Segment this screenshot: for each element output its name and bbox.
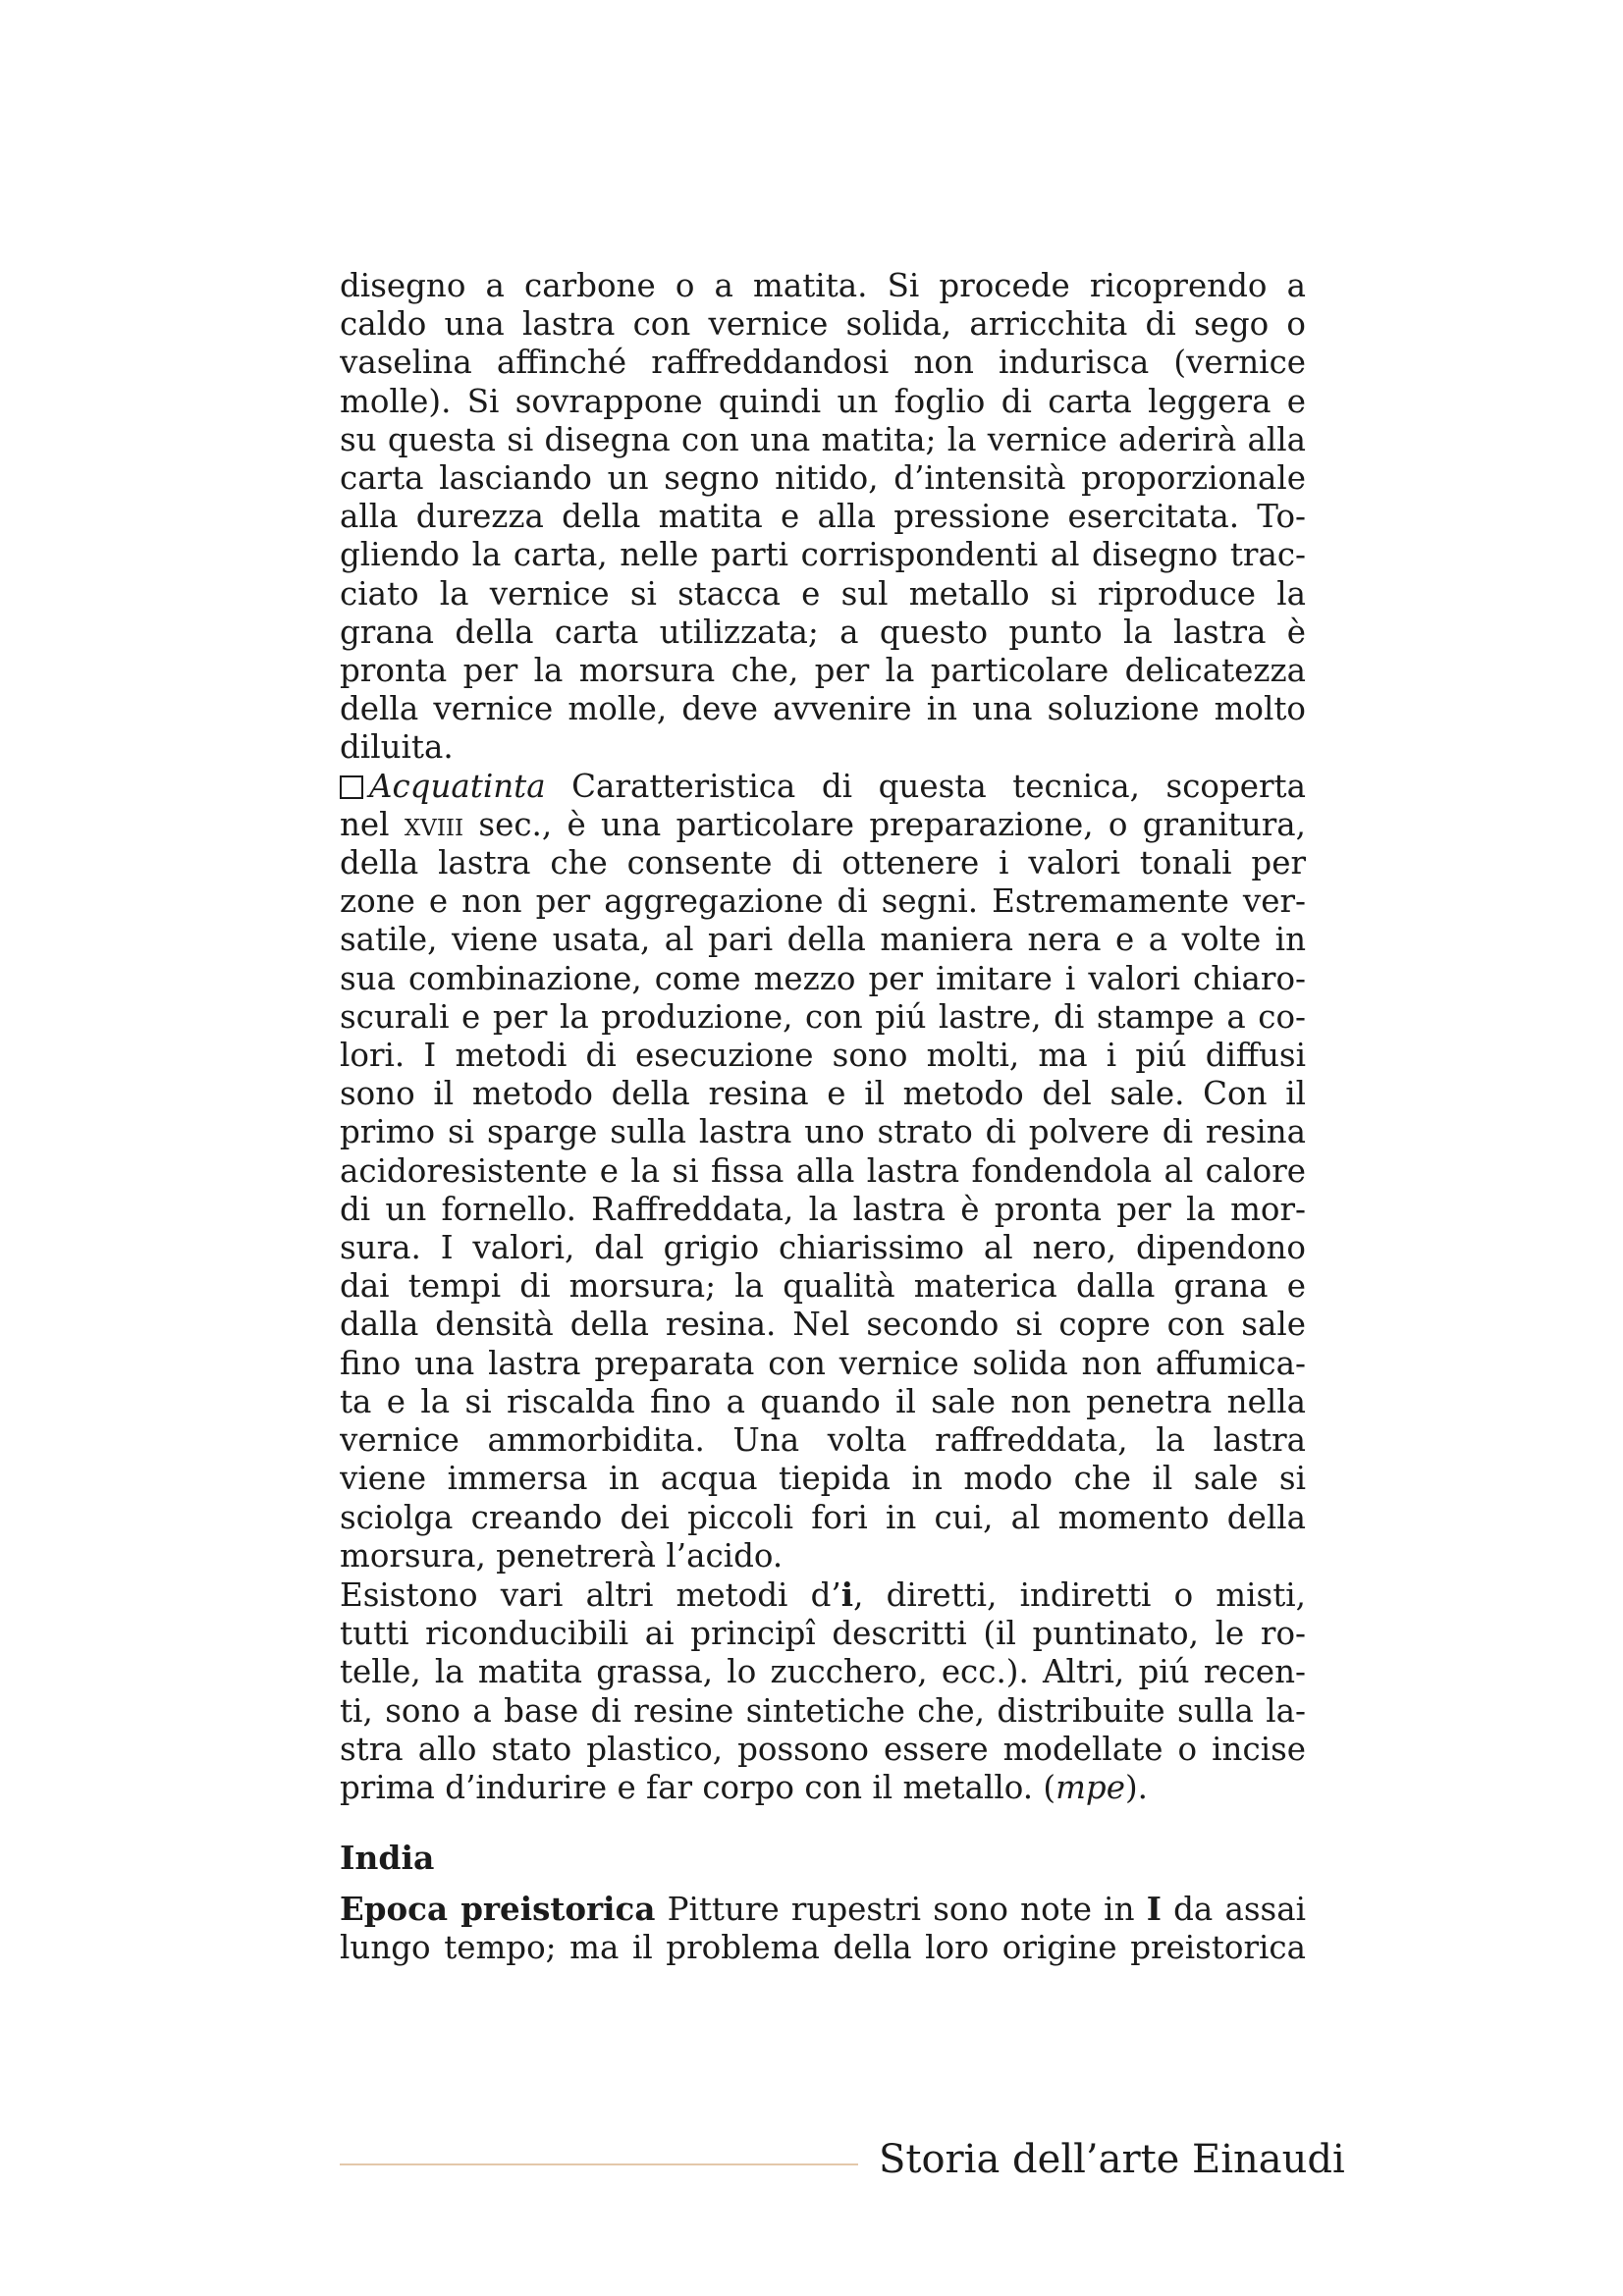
text-fragment: prima d’indurire e far corpo con il metallo. ( (340, 1768, 1056, 1806)
text-line: primo si sparge sulla lastra uno strato di polvere di resina (340, 1113, 1306, 1151)
text-line: su questa si disegna con una matita; la vernice aderirà alla (340, 420, 1306, 458)
text-line: ti, sono a base di resine sintetiche che, distribuite sulla la- (340, 1691, 1306, 1730)
text-line: alla durezza della matita e alla pressione esercitata. To- (340, 498, 1306, 536)
text-line: pronta per la morsura che, per la particolare delicatezza (340, 652, 1306, 690)
text-line (340, 768, 1306, 806)
text-fragment: nel (340, 805, 405, 843)
square-bullet-icon (340, 775, 363, 799)
entry-abbreviation: I (1146, 1890, 1162, 1929)
text-fragment: da assai (1161, 1891, 1306, 1929)
text-line: di un fornello. Raffreddata, la lastra è pronta per la mor- (340, 1190, 1306, 1228)
text-line: fino una lastra preparata con vernice solida non affumica- (340, 1344, 1306, 1382)
term-acquatinta: Acquatinta (369, 767, 546, 805)
text-line: molle). Si sovrappone quindi un foglio di carta leggera e (340, 382, 1306, 420)
term-epoca-preistorica: Epoca preistorica (340, 1890, 656, 1929)
text-fragment: Pitture rupestri sono note in (655, 1891, 1147, 1929)
text-line: ciato la vernice si stacca e sul metallo si riproduce la (340, 574, 1306, 613)
text-line: lungo tempo; ma il problema della loro origine preistorica (340, 1929, 1306, 1967)
footer-rule (340, 2163, 858, 2165)
text-line: lori. I metodi di esecuzione sono molti, ma i piú diffusi (340, 1037, 1306, 1075)
text-fragment: sec., è una particolare preparazione, o granitura, (463, 805, 1306, 843)
text-line: satile, viene usata, al pari della maniera nera e a volte in (340, 921, 1306, 959)
text-line: sua combinazione, come mezzo per imitare i valori chiaro- (340, 959, 1306, 997)
spacer (340, 1878, 1306, 1890)
text-line: telle, la matita grassa, lo zucchero, ecc.). Altri, piú recen- (340, 1653, 1306, 1691)
paragraph-epoca-preistorica (340, 1890, 1306, 1967)
text-line: vernice ammorbidita. Una volta raffreddata, la lastra (340, 1421, 1306, 1460)
paragraph-altri-metodi (340, 1575, 1306, 1807)
text-line: sciolga creando dei piccoli fori in cui, al momento della (340, 1498, 1306, 1536)
text-line: zone e non per aggregazione di segni. Estremamente ver- (340, 882, 1306, 921)
text-line: sura. I valori, dal grigio chiarissimo al nero, dipendono (340, 1229, 1306, 1267)
text-line: tutti riconducibili ai principî descritti (il puntinato, le ro- (340, 1615, 1306, 1653)
text-line: diluita. (340, 728, 454, 767)
text-line: disegno a carbone o a matita. Si procede ricoprendo a (340, 267, 1306, 304)
text-line: ta e la si riscalda fino a quando il sale non penetra nella (340, 1382, 1306, 1420)
text-line: sono il metodo della resina e il metodo del sale. Con il (340, 1075, 1306, 1113)
text-line: acidoresistente e la si fissa alla lastra fondendola al calore (340, 1151, 1306, 1190)
text-line: scurali e per la produzione, con piú lastre, di stampe a co- (340, 997, 1306, 1036)
text-line: dalla densità della resina. Nel secondo si copre con sale (340, 1306, 1306, 1344)
section-heading: India (340, 1839, 435, 1878)
text-line: stra allo stato plastico, possono essere modellate o incise (340, 1730, 1306, 1768)
text-line: vaselina affinché raffreddandosi non indurisca (vernice (340, 344, 1306, 382)
text-line: dai tempi di morsura; la qualità materica dalla grana e (340, 1267, 1306, 1306)
paragraph-acquatinta (340, 768, 1306, 1575)
text-fragment: Caratteristica di questa tecnica, scoperta (545, 767, 1306, 805)
text-fragment: Esistono vari altri metodi d’ (340, 1575, 841, 1614)
text-line (340, 1890, 1306, 1929)
text-fragment: , diretti, indiretti o misti, (853, 1575, 1306, 1614)
text-fragment: ). (1124, 1768, 1148, 1806)
text-line: della lastra che consente di ottenere i valori tonali per (340, 844, 1306, 882)
text-line: caldo una lastra con vernice solida, arricchita di sego o (340, 305, 1306, 344)
text-line: carta lasciando un segno nitido, d’intensità proporzionale (340, 459, 1306, 498)
entry-abbreviation: i (840, 1575, 854, 1614)
text-line (340, 1575, 1306, 1615)
footer-title: Storia dell’arte Einaudi (879, 2137, 1345, 2182)
paragraph-vernice-molle (340, 267, 1306, 768)
text-line: viene immersa in acqua tiepida in modo che il sale si (340, 1460, 1306, 1498)
text-line (340, 1769, 1306, 1807)
text-line: grana della carta utilizzata; a questo punto la lastra è (340, 613, 1306, 651)
century-numeral: xviii (404, 805, 464, 843)
author-initials: mpe (1055, 1768, 1125, 1806)
text-line: della vernice molle, deve avvenire in una soluzione molto (340, 690, 1306, 728)
text-line: gliendo la carta, nelle parti corrispondenti al disegno trac- (340, 536, 1306, 574)
page-body (340, 267, 1306, 1968)
text-line: morsura, penetrerà l’acido. (340, 1536, 784, 1575)
text-line (340, 806, 1306, 844)
